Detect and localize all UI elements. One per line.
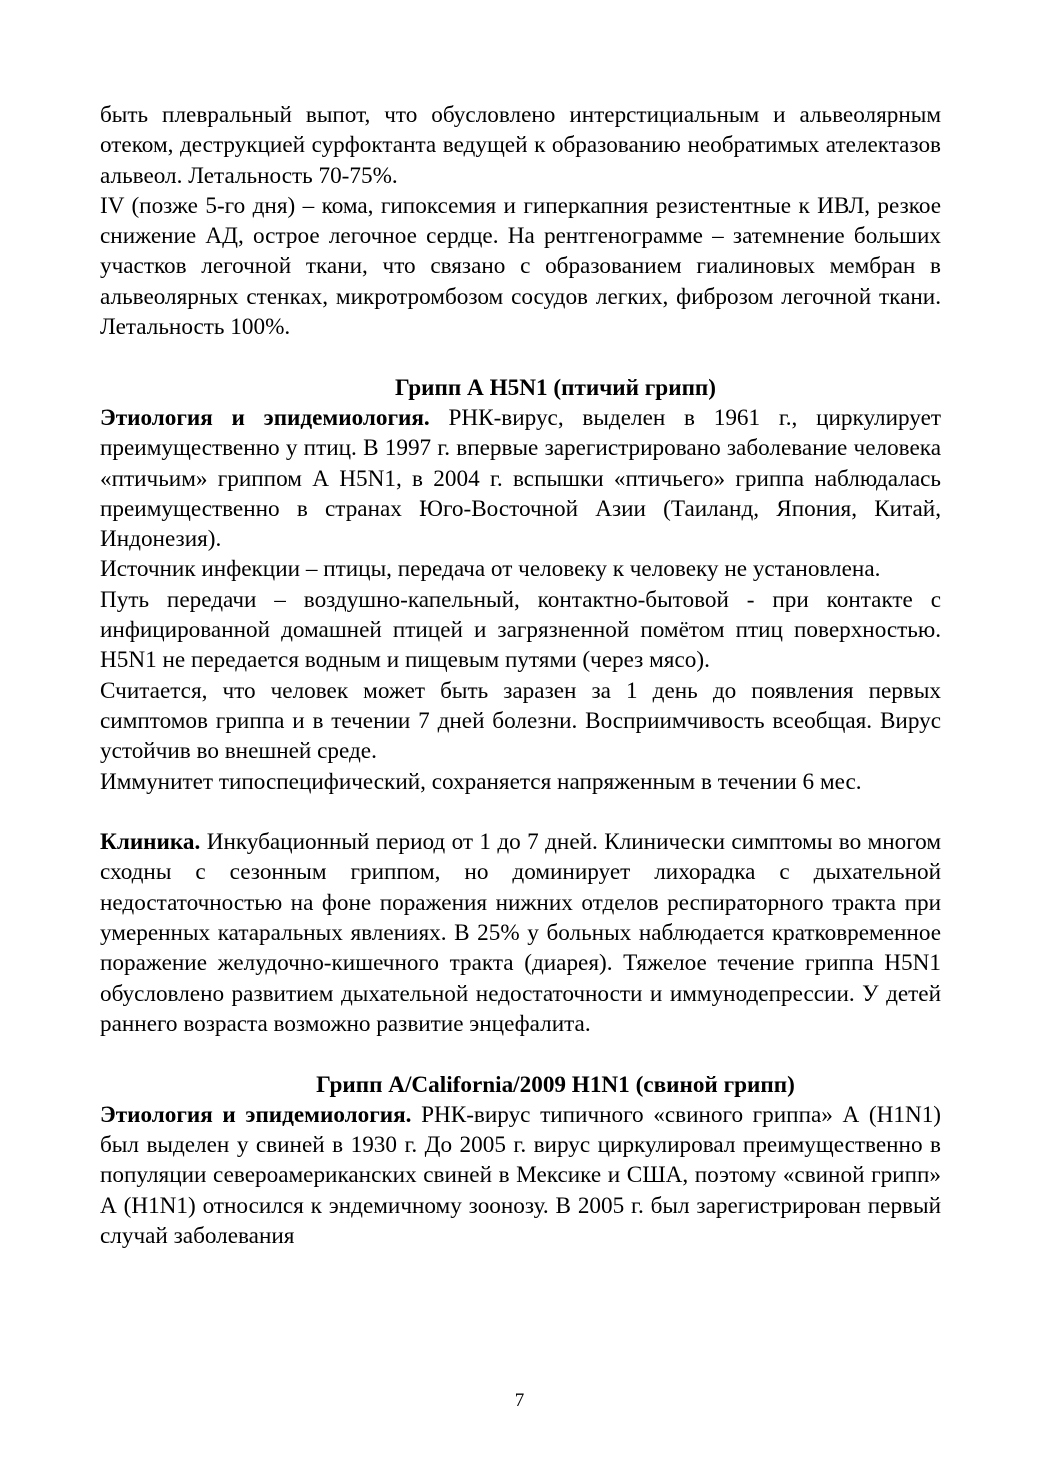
paragraph-h5n1-etiology xyxy=(100,403,941,554)
text-clinic: Инкубационный период от 1 до 7 дней. Клинически симптомы во многом сходны с сезонным гриппом, но доминирует лихорадка с дыхательной недостаточностью на фоне поражения нижних отделов респираторного тракта при умеренных катаральных явлениях. В 25% у больных наблюдается кратковременное поражение желудочно-кишечного тракта (диарея). Тяжелое течение гриппа H5N1 обусловлено развитием дыхательной недостаточности и иммунодепрессии. У детей раннего возраста возможно развитие энцефалита. xyxy=(100,829,941,1037)
paragraph-h5n1-transmission: Путь передачи – воздушно-капельный, контактно-бытовой - при контакте с инфицированной домашней птицей и загрязненной помётом птиц поверхностью. H5N1 не передается водным и пищевым путями (через мясо). xyxy=(100,586,941,674)
paragraph-h5n1-contagious: Считается, что человек может быть заразен за 1 день до появления первых симптомов гриппа и в течении 7 дней болезни. Восприимчивость всеобщая. Вирус устойчив во внешней среде. xyxy=(100,677,941,765)
document-page xyxy=(100,100,941,1251)
paragraph-h5n1-immunity: Иммунитет типоспецифический, сохраняется напряженным в течении 6 мес. xyxy=(100,768,862,795)
label-etiology: Этиология и эпидемиология. xyxy=(100,404,430,431)
heading-h1n1: Грипп A/California/2009 H1N1 (свиной грипп) xyxy=(316,1071,795,1098)
paragraph-stage-iv: IV (позже 5-го дня) – кома, гипоксемия и гиперкапния резистентные к ИВЛ, резкое снижение АД, острое легочное сердце. На рентгенограмме – затемнение больших участков легочной ткани, что связано с образованием гиалиновых мембран в альвеолярных стенках, микротромбозом сосудов легких, фиброзом легочной ткани. Летальность 100%. xyxy=(100,192,941,341)
spacer xyxy=(100,1039,941,1069)
text-etiology: РНК-вирус, выделен в 1961 г., циркулирует преимущественно у птиц. В 1997 г. впервые зарегистрировано заболевание человека «птичьим» гриппом А H5N1, в 2004 г. вспышки «птичьего» гриппа наблюдалась преимущественно в странах Юго-Восточной Азии (Таиланд, Япония, Китай, Индонезия). xyxy=(100,404,942,553)
paragraph-h5n1-clinic xyxy=(100,827,941,1039)
paragraph-h5n1-source: Источник инфекции – птицы, передача от человеку к человеку не установлена. xyxy=(100,556,881,583)
label-etiology: Этиология и эпидемиология. xyxy=(100,1101,412,1128)
heading-h5n1: Грипп А H5N1 (птичий грипп) xyxy=(394,374,717,401)
paragraph-h1n1-etiology xyxy=(100,1100,941,1251)
paragraph-pleural-effusion: быть плевральный выпот, что обусловлено интерстициальным и альвеолярным отеком, деструкцией сурфоктанта ведущей к образованию необратимых ателектазов альвеол. Летальность 70-75%. xyxy=(100,102,941,189)
label-clinic: Клиника. xyxy=(100,829,201,856)
spacer xyxy=(100,342,941,372)
text-etiology: РНК-вирус типичного «свиного гриппа» А (H1N1) был выделен у свиней в 1930 г. До 2005 г. вирус циркулировал преимущественно в популяции североамериканских свиней в Мексике и США, поэтому «свиной грипп» А (H1N1) относился к эндемичному зоонозу. В 2005 г. был зарегистрирован первый случай заболевания xyxy=(100,1101,942,1249)
page-number: 7 xyxy=(514,1390,525,1411)
spacer xyxy=(100,797,941,827)
